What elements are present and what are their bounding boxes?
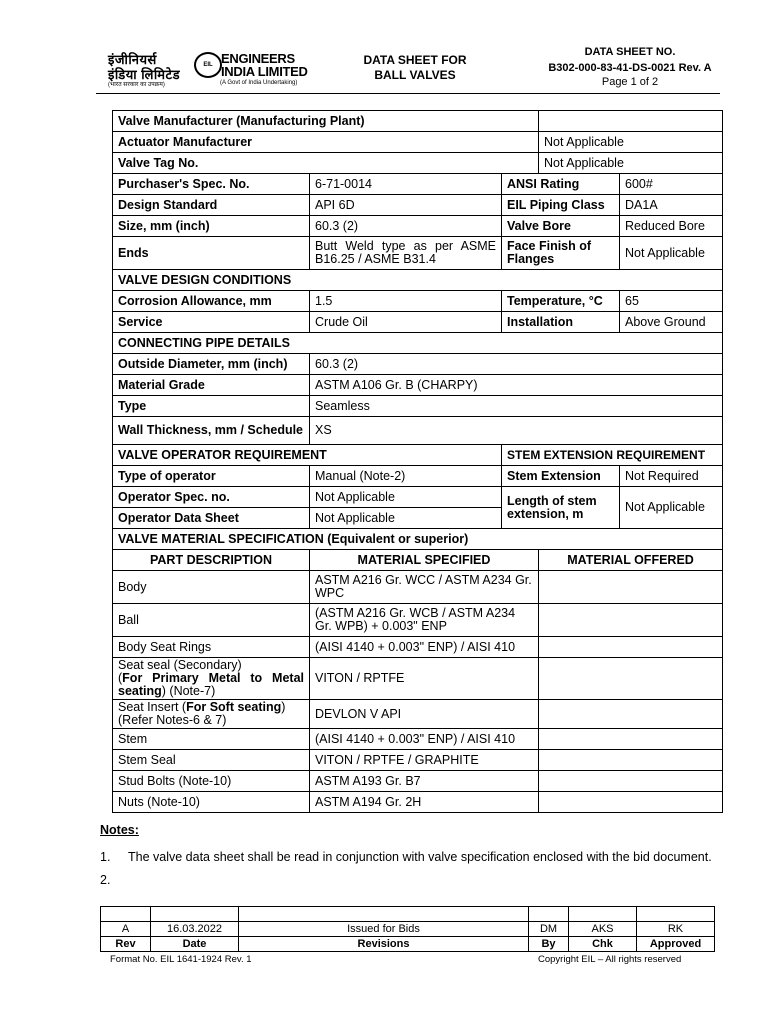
- eil-logo: [108, 50, 310, 90]
- size-label: Size, mm (inch): [113, 216, 310, 237]
- part-ball-offered: [539, 604, 723, 637]
- valve-bore-label: Valve Bore: [502, 216, 620, 237]
- material-grade-label: Material Grade: [113, 375, 310, 396]
- outside-diameter-value: 60.3 (2): [310, 354, 723, 375]
- valve-bore-value: Reduced Bore: [620, 216, 723, 237]
- design-conditions-heading: VALVE DESIGN CONDITIONS: [113, 270, 723, 291]
- spec-no-value: 6-71-0014: [310, 174, 502, 195]
- revision-table: [100, 906, 715, 952]
- data-sheet-label: DATA SHEET NO.: [584, 46, 676, 58]
- revision-description: Issued for Bids: [239, 922, 529, 937]
- logo-hindi-subtitle: (भारत सरकार का उपक्रम): [108, 82, 165, 88]
- design-standard-value: API 6D: [310, 195, 502, 216]
- logo-hindi-line-1: इंजीनियर्स: [108, 52, 157, 67]
- part-stem-seal-label: Stem Seal: [113, 750, 310, 771]
- part-nuts-material: ASTM A194 Gr. 2H: [310, 792, 539, 813]
- part-stud-bolts-label: Stud Bolts (Note-10): [113, 771, 310, 792]
- data-sheet-number: B302-000-83-41-DS-0021 Rev. A: [548, 62, 712, 74]
- face-finish-value: Not Applicable: [620, 237, 723, 270]
- stem-length-label: Length of stem extension, m: [502, 487, 620, 529]
- ansi-rating-label: ANSI Rating: [502, 174, 620, 195]
- material-specified-header: MATERIAL SPECIFIED: [310, 550, 539, 571]
- pipe-type-value: Seamless: [310, 396, 723, 417]
- installation-value: Above Ground: [620, 312, 723, 333]
- operator-datasheet-value: Not Applicable: [310, 508, 502, 529]
- revision-label-approved: Approved: [637, 937, 715, 952]
- wall-thickness-value: XS: [310, 417, 723, 445]
- operator-spec-value: Not Applicable: [310, 487, 502, 508]
- actuator-manufacturer-value: Not Applicable: [539, 132, 723, 153]
- part-stem-label: Stem: [113, 729, 310, 750]
- part-stud-bolts-material: ASTM A193 Gr. B7: [310, 771, 539, 792]
- part-nuts-offered: [539, 792, 723, 813]
- part-seat-rings-label: Body Seat Rings: [113, 637, 310, 658]
- temperature-value: 65: [620, 291, 723, 312]
- part-stem-seal-offered: [539, 750, 723, 771]
- stem-extension-value: Not Required: [620, 466, 723, 487]
- note-2-number: 2.: [100, 873, 111, 887]
- part-seat-insert-label: Seat Insert (For Soft seating) (Refer Notes-6 & 7): [113, 700, 310, 729]
- part-nuts-label: Nuts (Note-10): [113, 792, 310, 813]
- part-body-offered: [539, 571, 723, 604]
- stem-extension-label: Stem Extension: [502, 466, 620, 487]
- note-2: [100, 870, 715, 891]
- note-1-number: 1.: [100, 850, 111, 864]
- corrosion-value: 1.5: [310, 291, 502, 312]
- pipe-details-heading: CONNECTING PIPE DETAILS: [113, 333, 723, 354]
- design-standard-label: Design Standard: [113, 195, 310, 216]
- logo-hindi-line-2: इंडिया लिमिटेड: [108, 67, 181, 82]
- revision-approved: RK: [637, 922, 715, 937]
- part-seat-insert-material: DEVLON V API: [310, 700, 539, 729]
- operator-type-label: Type of operator: [113, 466, 310, 487]
- ends-label: Ends: [113, 237, 310, 270]
- revision-label-revisions: Revisions: [239, 937, 529, 952]
- logo-english-line-2: INDIA LIMITED: [221, 64, 308, 79]
- revision-labels-row: [101, 937, 715, 952]
- part-seat-seal-label: Seat seal (Secondary) (For Primary Metal to Metal seating) (Note-7): [113, 658, 310, 700]
- part-body-material: ASTM A216 Gr. WCC / ASTM A234 Gr. WPC: [310, 571, 539, 604]
- revision-number: A: [101, 922, 151, 937]
- copyright-notice: Copyright EIL – All rights reserved: [538, 954, 682, 965]
- logo-english-subtitle: (A Govt of India Undertaking): [220, 80, 298, 86]
- actuator-manufacturer-label: Actuator Manufacturer: [113, 132, 539, 153]
- ansi-rating-value: 600#: [620, 174, 723, 195]
- logo-english-line-1: ENGINEERS: [221, 51, 295, 66]
- revision-label-date: Date: [151, 937, 239, 952]
- piping-class-label: EIL Piping Class: [502, 195, 620, 216]
- face-finish-label: Face Finish of Flanges: [502, 237, 620, 270]
- valve-tag-label: Valve Tag No.: [113, 153, 539, 174]
- valve-data-table: [112, 110, 723, 813]
- part-seat-rings-material: (AISI 4140 + 0.003" ENP) / AISI 410: [310, 637, 539, 658]
- material-spec-heading: VALVE MATERIAL SPECIFICATION (Equivalent or superior): [113, 529, 723, 550]
- piping-class-value: DA1A: [620, 195, 723, 216]
- revision-date: 16.03.2022: [151, 922, 239, 937]
- corrosion-label: Corrosion Allowance, mm: [113, 291, 310, 312]
- operator-spec-label: Operator Spec. no.: [113, 487, 310, 508]
- notes-section: [100, 820, 715, 891]
- notes-heading: Notes:: [100, 823, 139, 837]
- operator-requirement-heading: VALVE OPERATOR REQUIREMENT: [113, 445, 502, 466]
- material-grade-value: ASTM A106 Gr. B (CHARPY): [310, 375, 723, 396]
- note-1-text: The valve data sheet shall be read in conjunction with valve specification enclosed with the bid document.: [128, 850, 712, 864]
- revision-label-by: By: [529, 937, 569, 952]
- operator-type-value: Manual (Note-2): [310, 466, 502, 487]
- part-seat-seal-material: VITON / RPTFE: [310, 658, 539, 700]
- format-number: Format No. EIL 1641-1924 Rev. 1: [110, 954, 252, 965]
- part-stem-seal-material: VITON / RPTFE / GRAPHITE: [310, 750, 539, 771]
- revision-by: DM: [529, 922, 569, 937]
- revision-blank-row: [101, 907, 715, 922]
- revision-checked: AKS: [569, 922, 637, 937]
- revision-label-chk: Chk: [569, 937, 637, 952]
- operator-datasheet-label: Operator Data Sheet: [113, 508, 310, 529]
- part-seat-insert-offered: [539, 700, 723, 729]
- wall-thickness-label: Wall Thickness, mm / Schedule: [113, 417, 310, 445]
- stem-extension-heading: STEM EXTENSION REQUIREMENT: [502, 445, 723, 466]
- part-ball-label: Ball: [113, 604, 310, 637]
- stem-length-value: Not Applicable: [620, 487, 723, 529]
- document-title: DATA SHEET FOR BALL VALVES: [363, 53, 467, 82]
- part-body-label: Body: [113, 571, 310, 604]
- installation-label: Installation: [502, 312, 620, 333]
- part-ball-material: (ASTM A216 Gr. WCB / ASTM A234 Gr. WPB) + 0.003" ENP: [310, 604, 539, 637]
- size-value: 60.3 (2): [310, 216, 502, 237]
- logo-emblem-icon: EIL: [194, 52, 222, 78]
- service-label: Service: [113, 312, 310, 333]
- valve-manufacturer-value: [539, 111, 723, 132]
- material-offered-header: MATERIAL OFFERED: [539, 550, 723, 571]
- part-stud-bolts-offered: [539, 771, 723, 792]
- valve-tag-value: Not Applicable: [539, 153, 723, 174]
- temperature-label: Temperature, °C: [502, 291, 620, 312]
- service-value: Crude Oil: [310, 312, 502, 333]
- part-seat-rings-offered: [539, 637, 723, 658]
- ends-value: Butt Weld type as per ASME B16.25 / ASME B31.4: [310, 237, 502, 270]
- spec-no-label: Purchaser's Spec. No.: [113, 174, 310, 195]
- page-header: [0, 0, 768, 100]
- part-stem-offered: [539, 729, 723, 750]
- pipe-type-label: Type: [113, 396, 310, 417]
- revision-row: [101, 922, 715, 937]
- part-description-header: PART DESCRIPTION: [113, 550, 310, 571]
- part-seat-seal-offered: [539, 658, 723, 700]
- revision-label-rev: Rev: [101, 937, 151, 952]
- outside-diameter-label: Outside Diameter, mm (inch): [113, 354, 310, 375]
- valve-manufacturer-label: Valve Manufacturer (Manufacturing Plant): [113, 111, 539, 132]
- header-divider: [96, 93, 720, 94]
- page-number: Page 1 of 2: [601, 76, 659, 88]
- data-sheet-number-block: [500, 44, 760, 88]
- note-1: [100, 847, 715, 868]
- part-stem-material: (AISI 4140 + 0.003" ENP) / AISI 410: [310, 729, 539, 750]
